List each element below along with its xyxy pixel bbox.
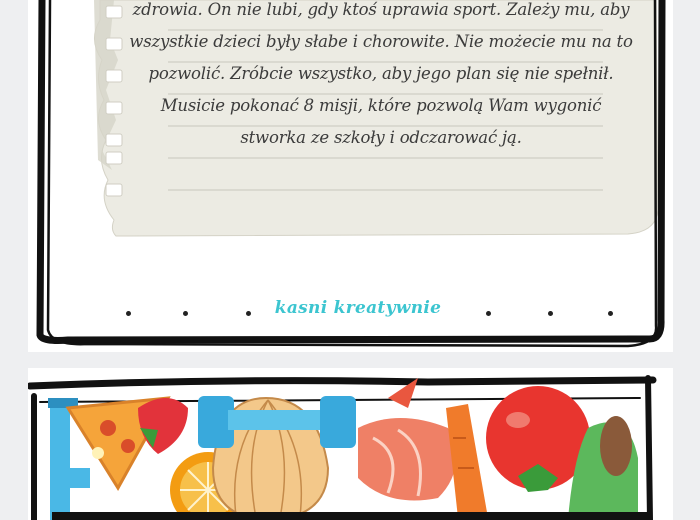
worksheet-page-2 xyxy=(28,368,673,520)
story-line: Musicie pokonać 8 misji, które pozwolą Wam wygonić xyxy=(160,96,602,115)
salmon-icon xyxy=(358,378,456,501)
food-illustration xyxy=(28,368,673,520)
story-line: stworka ze szkoły i odczarować ją. xyxy=(240,128,522,147)
carrot-icon xyxy=(446,404,488,518)
decor-dot xyxy=(548,311,553,316)
decor-dot xyxy=(608,311,613,316)
story-text xyxy=(126,0,636,154)
story-line: wszystkie dzieci były słabe i chorowite. Nie możecie mu na to xyxy=(129,32,633,51)
worksheet-page xyxy=(28,0,673,352)
brand-watermark: kasni kreatywnie xyxy=(274,298,442,318)
story-line: zdrowia. On nie lubi, gdy ktoś uprawia sport. Zależy mu, aby xyxy=(132,0,630,19)
decor-dot xyxy=(246,311,251,316)
decor-dot xyxy=(486,311,491,316)
strawberry-icon xyxy=(138,398,188,454)
decor-dot xyxy=(126,311,131,316)
story-line: pozwolić. Zróbcie wszystko, aby jego plan się nie spełnił. xyxy=(148,64,614,83)
decor-dot xyxy=(183,311,188,316)
